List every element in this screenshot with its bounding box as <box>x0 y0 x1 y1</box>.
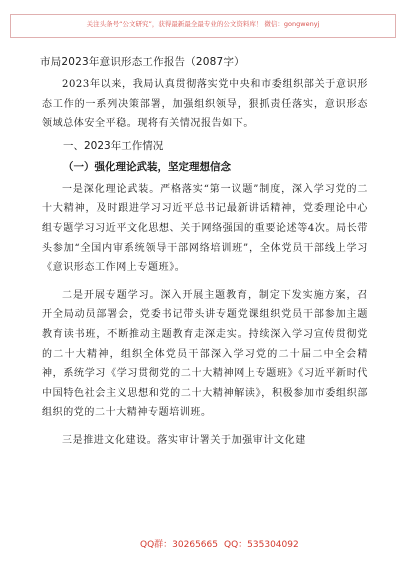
body-paragraph-1: 一是深化理论武装。严格落实“第一议题”制度，深入学习党的二十大精神，及时跟进学习习近平总书记最新讲话精神，党委理论中心组专题学习习近平文化思想、关于网络强国的重要论述等4次。局长带头参加“全国内审系统领导干部网络培训班”，全体党员干部线上学习《意识形态工作网上专题班》。 <box>42 183 368 274</box>
qq-group-text: QQ群：30265665 <box>140 540 218 550</box>
subsection-heading: （一）强化理论武装，坚定理想信念 <box>63 160 231 173</box>
document-body <box>42 54 368 451</box>
body-paragraph-2: 二是开展专题学习。深入开展主题教育，制定下发实施方案，召开全局动员部署会，党委书记带头讲专题党课组织党员干部参加主题教育读书班，不断推动主题教育走深走实。持续深入学习宣传贯彻党的二十大精神，组织全体党员干部深入学习党的二十届二中全会精神，系统学习《学习贯彻党的二十大精神网上专题班》《习近平新时代中国特色社会主义思想和党的二十大精神解读》，积极参加市委组织部组织的党的二十大精神专题培训班。 <box>42 289 368 419</box>
qq-number-text: QQ：535304092 <box>224 540 299 550</box>
section-heading: 一、2023年工作情况 <box>63 139 164 152</box>
body-paragraph-3: 三是推进文化建设。落实审计署关于加强审计文化建 <box>62 434 306 446</box>
watermark-text: 关注头条号“公文研究”，获得最新最全最专业的公文资料库！ 微信：gongwenyj <box>86 20 320 28</box>
document-title: 市局2023年意识形态工作报告（2087字） <box>40 56 245 68</box>
intro-paragraph: 2023年以来，我局认真贯彻落实党中央和市委组织部关于意识形态工作的一系列决策部署，加强组织领导，狠抓责任落实，意识形态领域总体安全平稳。现将有关情况报告如下。 <box>42 79 368 130</box>
watermark-banner <box>10 14 396 38</box>
